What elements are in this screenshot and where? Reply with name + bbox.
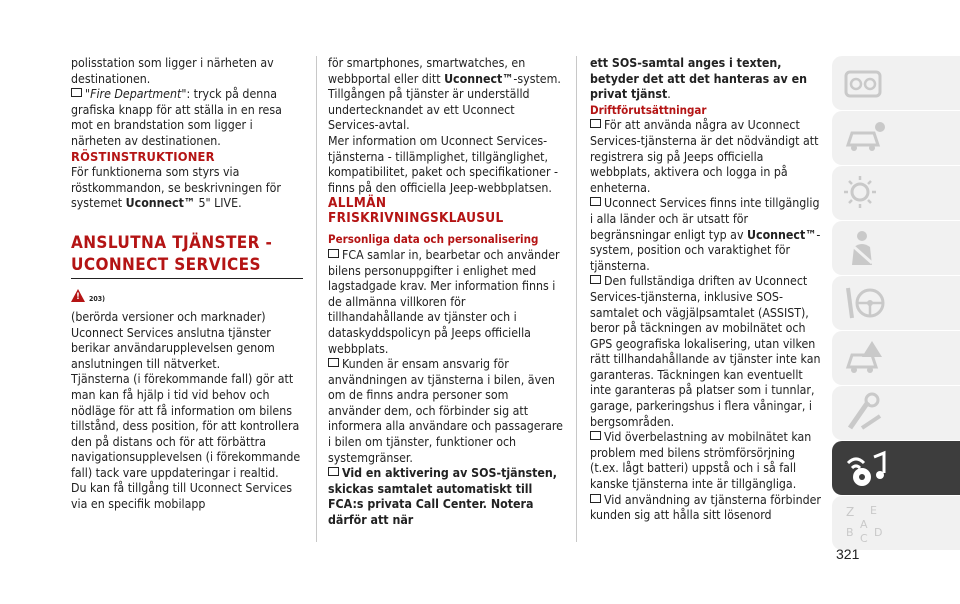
bullet-box-icon	[590, 275, 601, 284]
index-letter: B	[846, 526, 854, 539]
paragraph	[71, 165, 305, 212]
bullet-box-icon	[590, 119, 601, 128]
bullet-item	[328, 466, 564, 528]
bullet-text: Vid överbelastning av mobilnätet kan problem med bilens strömförsörjning (t.ex. lågt batteri) uppstå och i så fall kanske tjänsterna inte är tillgängliga.	[590, 430, 812, 492]
car-info-icon	[842, 117, 888, 159]
paragraph: Mer information om Uconnect Services-tjänsterna - tillämplighet, tillgänglighet, kompatibilitet, paket och specifikationer - finns på den officiella Jeep-webbplatsen.	[328, 133, 559, 195]
text: 5" LIVE.	[194, 196, 242, 211]
paragraph-text: : tryck på denna grafiska knapp för att ställa in en resa mot en brandstation som ligger i närheten av destinationen.	[71, 87, 282, 148]
warning-note	[71, 289, 305, 306]
bullet-item	[590, 274, 826, 430]
bullet-item	[590, 430, 826, 492]
tab-tools[interactable]	[832, 386, 960, 440]
brand-text: Uconnect™	[125, 196, 195, 211]
text: -system.	[513, 71, 561, 86]
text: För funktionerna som styrs via röstkommandon, se beskrivningen för systemet	[71, 165, 281, 211]
paragraph	[328, 56, 564, 87]
bullet-text: -system, position och varaktighet för tjänsterna.	[590, 227, 821, 273]
page-number: 321	[836, 546, 860, 562]
quote-text: "Fire Department"	[85, 87, 187, 102]
brand-text: Uconnect™	[444, 71, 514, 86]
alphabet-index-icon	[842, 502, 892, 546]
tab-steering-wheel[interactable]	[832, 276, 960, 330]
bullet-box-icon	[328, 467, 339, 476]
bullet-text: Den fullständiga driften av Uconnect Services-tjänsterna, inklusive SOS-samtalet och vägjälpsamtalet (ASSIST), beror på täckningen av mobilnätet och GPS geografiska lokalisering, utan vilken rätt tillhandahållande av tjänster inte kan garanteras. Täckningen kan eventuellt inte garanteras på platser som i tunnlar, garage, parkeringshus i flera våningar, i bergsområden.	[590, 274, 821, 429]
paragraph: Uconnect Services anslutna tjänster berikar användarupplevelsen genom anslutningen till nätverket.	[71, 325, 275, 371]
paragraph: Tillgången på tjänster är underställd undertecknandet av ett Uconnect Services-avtal.	[328, 87, 530, 133]
tab-seatbelt[interactable]	[832, 221, 960, 275]
bullet-text: Kunden är ensam ansvarig för användningen av tjänsterna i bilen, även om de finns andra personer som använder dem, och förbinder sig att informera alla användare och passagerare i bilen om tjänster, funktioner och systemgränser.	[328, 357, 563, 465]
paragraph: polisstation som ligger i närheten av destinationen.	[71, 56, 274, 86]
car-dashboard-icon	[842, 62, 888, 104]
tab-car-dashboard[interactable]	[832, 56, 960, 110]
seatbelt-icon	[842, 227, 888, 269]
bullet-item	[328, 357, 564, 466]
bullet-box-icon	[71, 88, 82, 97]
column-divider	[316, 56, 317, 542]
column-divider	[576, 56, 577, 542]
index-letter: D	[874, 526, 883, 539]
chapter-tabs	[832, 56, 960, 550]
bullet-box-icon	[590, 494, 601, 503]
heading-voice-instructions: RÖSTINSTRUKTIONER	[71, 149, 215, 165]
section-heading: ANSLUTNA TJÄNSTER - UCONNECT SERVICES	[71, 232, 303, 279]
subheading-privacy: Personliga data och personalisering	[328, 232, 539, 247]
paragraph: (berörda versioner och marknader)	[71, 309, 266, 324]
bullet-item	[590, 196, 826, 274]
tab-alphabet-index[interactable]	[832, 496, 960, 550]
steering-wheel-icon	[842, 282, 888, 324]
column-middle	[328, 56, 564, 529]
tab-car-info[interactable]	[832, 111, 960, 165]
column-left	[71, 56, 305, 513]
index-letter: E	[870, 504, 877, 517]
tab-warning-car[interactable]	[832, 331, 960, 385]
index-letter: Z	[846, 505, 855, 519]
text: för smartphones, smartwatches, en webbportal eller ditt	[328, 56, 526, 86]
bullet-box-icon	[328, 249, 339, 258]
bullet-item	[590, 493, 826, 524]
warning-reference: 203)	[89, 294, 106, 303]
heading-disclaimer: ALLMÄN FRISKRIVNINGSKLAUSUL	[328, 195, 504, 227]
bullet-text: Vid en aktivering av SOS-tjänsten, skickas samtalet automatiskt till FCA:s privata Call Center. Notera därför att när	[328, 466, 557, 528]
bullet-text: Vid användning av tjänsterna förbinder kunden sig att hålla sitt lösenord	[590, 492, 821, 523]
paragraph	[590, 56, 826, 103]
bullet-text: FCA samlar in, bearbetar och använder bilens personuppgifter i enlighet med lagstadgade krav. Mer information finns i de allmänna villkoren för tillhandahållande av tjänster och i dataskyddspolicyn på Jeeps officiella webbplats.	[328, 247, 560, 356]
warning-car-icon	[842, 337, 888, 379]
lights-icon	[842, 172, 888, 214]
paragraph: Du kan få tillgång till Uconnect Services via en specifik mobilapp	[71, 481, 293, 512]
column-right	[590, 56, 826, 524]
bullet-item	[590, 118, 826, 196]
text: .	[667, 87, 671, 102]
tab-lights[interactable]	[832, 166, 960, 220]
bullet-box-icon	[590, 197, 601, 206]
exclamation-icon: !	[76, 291, 80, 302]
bold-text: ett SOS-samtal anges i texten, betyder det att det hanteras av en privat tjänst	[590, 56, 807, 102]
tools-icon	[842, 392, 888, 434]
brand-text: Uconnect™	[747, 227, 817, 242]
bullet-text: För att använda några av Uconnect Services-tjänsterna är det nödvändigt att registrera sig på Jeeps officiella webbplats, aktivera och logga in på enheterna.	[590, 118, 819, 195]
bullet-item	[328, 248, 564, 357]
multimedia-icon	[842, 447, 892, 491]
subheading-prerequisites: Driftförutsättningar	[590, 102, 707, 117]
bullet-fire-department	[71, 87, 305, 149]
bullet-text: Uconnect Services finns inte tillgänglig i alla länder och är utsatt för begränsningar enligt typ av	[590, 196, 820, 242]
index-letter: C	[860, 532, 868, 545]
bullet-box-icon	[590, 431, 601, 440]
index-letter: A	[860, 518, 868, 531]
tab-multimedia[interactable]	[832, 441, 960, 495]
bullet-box-icon	[328, 358, 339, 367]
paragraph: Tjänsterna (i förekommande fall) gör att man kan få hjälp i tid vid behov och nödläge för att få information om bilens tillstånd, dess position, för att kontrollera den på distans och för att förbättra navigationsupplevelsen (i förekommande fall) tack vare uppdateringar i realtid.	[71, 372, 301, 480]
